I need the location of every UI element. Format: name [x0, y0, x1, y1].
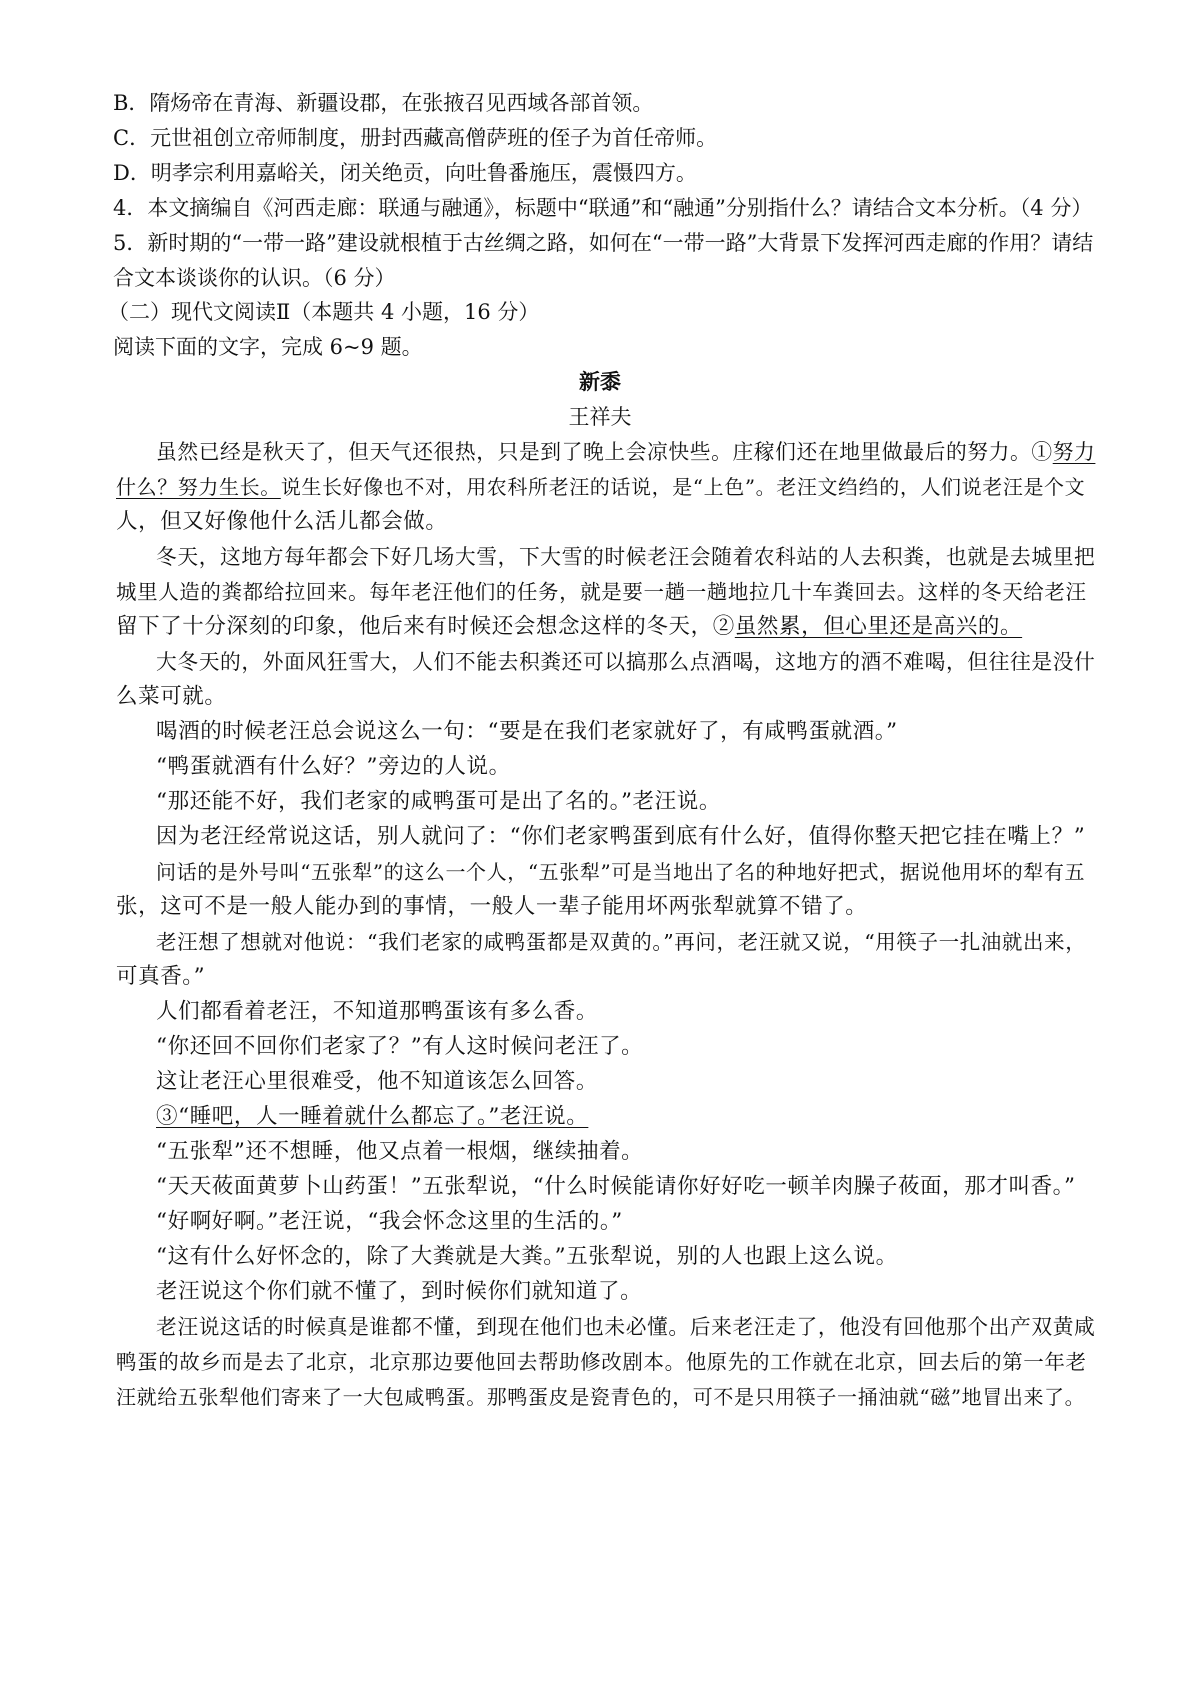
question-4: 4．本文摘编自《河西走廊：联通与融通》，标题中“联通”和“融通”分别指什么？请结合文本分析。（4 分）	[113, 196, 1093, 220]
paragraph-19-line-3: 汪就给五张犁他们寄来了一大包咸鸭蛋。那鸭蛋皮是瓷青色的，可不是只用筷子一捅油就“磁”地冒出来了。	[116, 1385, 1086, 1409]
paragraph-18: 老汪说这个你们就不懂了，到时候你们就知道了。	[156, 1279, 643, 1304]
option-b: B．隋炀帝在青海、新疆设郡，在张掖召见西域各部首领。	[113, 91, 654, 115]
paragraph-7: 因为老汪经常说这话，别人就问了：“你们老家鸭蛋到底有什么好，值得你整天把它挂在嘴上？”	[156, 824, 1086, 849]
story-title: 新黍	[579, 369, 621, 394]
paragraph-8-line-1: 问话的是外号叫“五张犁”的这么一个人，“五张犁”可是当地出了名的种地好把式，据说他用坏的犁有五	[156, 860, 1086, 884]
paragraph-2-line-3	[116, 612, 1022, 642]
paragraph-10: 人们都看着老汪，不知道那鸭蛋该有多么香。	[156, 999, 599, 1024]
paragraph-4: 喝酒的时候老汪总会说这么一句：“要是在我们老家就好了，有咸鸭蛋就酒。”	[156, 719, 898, 744]
underlined-sentence-1-cont: 什么？努力生长。	[116, 475, 281, 499]
paragraph-2-text: 留下了十分深刻的印象，他后来有时候还会想念这样的冬天，②	[116, 614, 735, 639]
paragraph-19-line-2: 鸭蛋的故乡而是去了北京，北京那边要他回去帮助修改剧本。他原先的工作就在北京，回去后的第一年老	[116, 1350, 1087, 1374]
paragraph-9-line-1: 老汪想了想就对他说：“我们老家的咸鸭蛋都是双黄的。”再问，老汪就又说，“用筷子一扎油就出来，	[156, 930, 1087, 954]
option-c: C．元世祖创立帝师制度，册封西藏高僧萨班的侄子为首任帝师。	[113, 126, 718, 150]
paragraph-1-text: 虽然已经是秋天了，但天气还很热，只是到了晚上会凉快些。庄稼们还在地里做最后的努力。①	[156, 440, 1053, 464]
paragraph-12: 这让老汪心里很难受，他不知道该怎么回答。	[156, 1069, 599, 1094]
option-d: D．明孝宗利用嘉峪关，闭关绝贡，向吐鲁番施压，震慑四方。	[113, 161, 697, 185]
paragraph-1-text-2: 说生长好像也不对，用农科所老汪的话说，是“上色”。老汪文绉绉的，人们说老汪是个文	[280, 475, 1086, 499]
paragraph-9-line-2: 可真香。”	[116, 964, 206, 989]
paragraph-2-line-2: 城里人造的粪都给拉回来。每年老汪他们的任务，就是要一趟一趟地拉几十车粪回去。这样的冬天给老汪	[116, 580, 1087, 604]
underlined-sentence-3: ③“睡吧，人一睡着就什么都忘了。”老汪说。	[156, 1104, 589, 1129]
paragraph-1-line-2	[116, 472, 1085, 502]
story-author: 王祥夫	[568, 405, 632, 429]
paragraph-15: “天天莜面黄萝卜山药蛋！”五张犁说，“什么时候能请你好好吃一顿羊肉臊子莜面，那才叫香。”	[156, 1174, 1076, 1199]
question-5-line-1: 5．新时期的“一带一路”建设就根植于古丝绸之路，如何在“一带一路”大背景下发挥河西走廊的作用？请结	[113, 231, 1094, 255]
paragraph-3-line-2: 么菜可就。	[116, 684, 227, 709]
paragraph-16: “好啊好啊。”老汪说，“我会怀念这里的生活的。”	[156, 1209, 623, 1234]
paragraph-3-line-1: 大冬天的，外面风狂雪大，人们不能去积粪还可以搞那么点酒喝，这地方的酒不难喝，但往往是没什	[156, 650, 1096, 674]
question-5-line-2: 合文本谈谈你的认识。（6 分）	[113, 266, 396, 290]
paragraph-5: “鸭蛋就酒有什么好？”旁边的人说。	[156, 754, 511, 779]
paragraph-14: “五张犁”还不想睡，他又点着一根烟，继续抽着。	[156, 1139, 644, 1164]
paragraph-19-line-1: 老汪说这话的时候真是谁都不懂，到现在他们也未必懂。后来老汪走了，他没有回他那个出产双黄咸	[156, 1315, 1096, 1339]
section-instruction: 阅读下面的文字，完成 6~9 题。	[113, 335, 423, 359]
underlined-sentence-1: 努力	[1052, 440, 1096, 464]
paragraph-8-line-2: 张，这可不是一般人能办到的事情，一般人一辈子能用坏两张犁就算不错了。	[116, 894, 868, 919]
paragraph-1-line-3: 人，但又好像他什么活儿都会做。	[116, 509, 448, 534]
underlined-sentence-2: 虽然累，但心里还是高兴的。	[734, 614, 1023, 639]
paragraph-6: “那还能不好，我们老家的咸鸭蛋可是出了名的。”老汪说。	[156, 789, 721, 814]
paragraph-17: “这有什么好怀念的，除了大粪就是大粪。”五张犁说，别的人也跟上这么说。	[156, 1244, 898, 1269]
paragraph-2-line-1: 冬天，这地方每年都会下好几场大雪，下大雪的时候老汪会随着农科站的人去积粪，也就是去城里把	[156, 545, 1096, 569]
paragraph-11: “你还回不回你们老家了？”有人这时候问老汪了。	[156, 1034, 644, 1059]
section-heading: （二）现代文阅读Ⅱ（本题共 4 小题，16 分）	[108, 300, 540, 324]
paragraph-1-line-1	[156, 437, 1095, 467]
